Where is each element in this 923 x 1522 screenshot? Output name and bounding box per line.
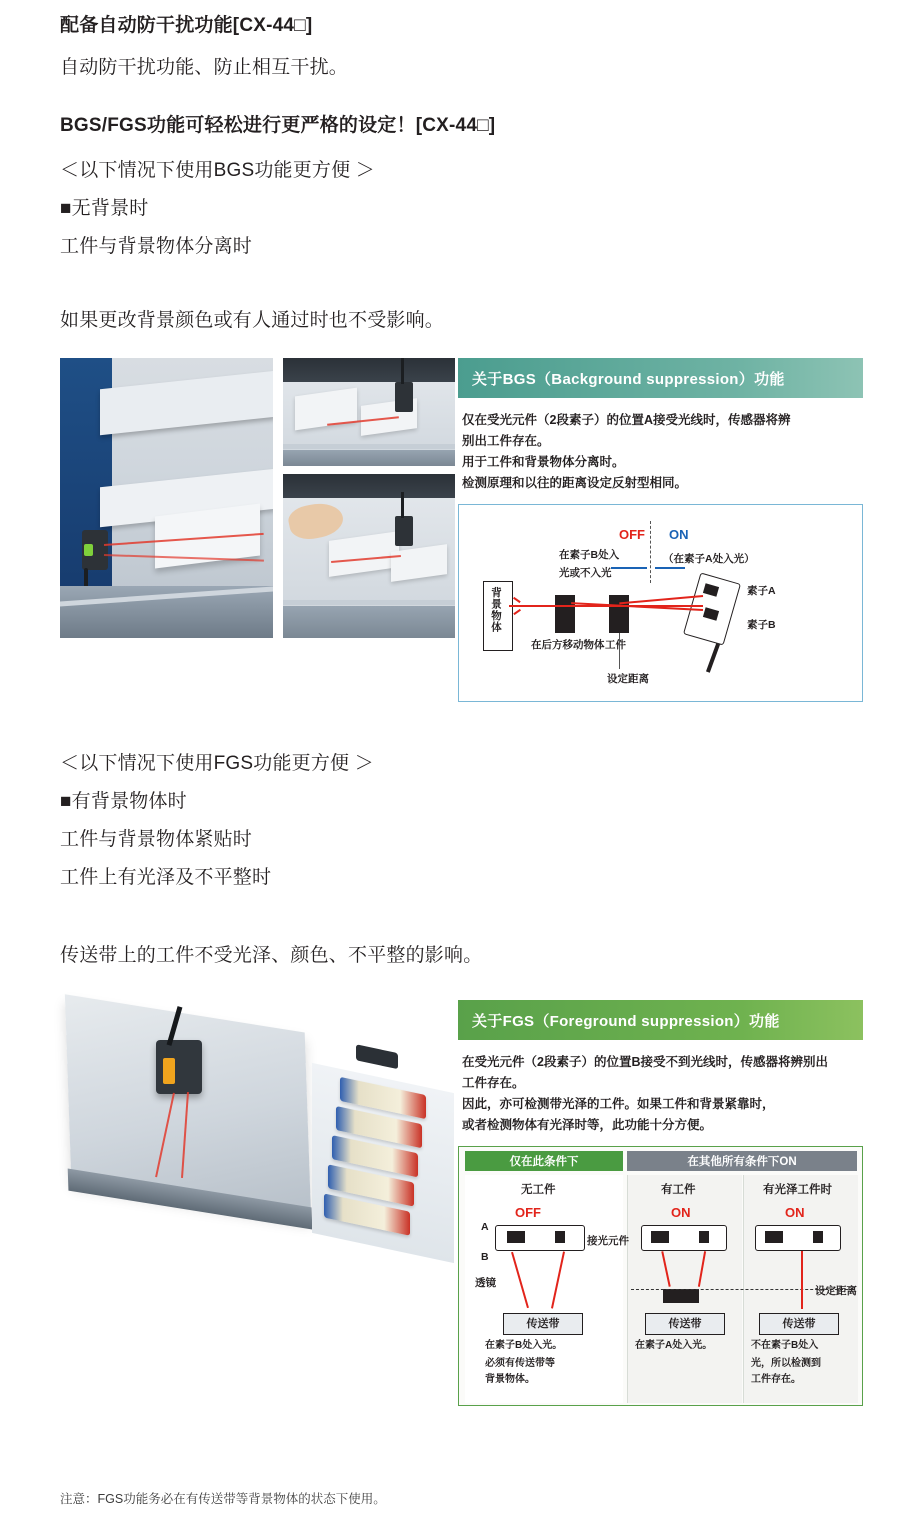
fgs-head-right: 在其他所有条件下ON [627, 1151, 857, 1171]
bgs-set-distance-label: 设定距离 [607, 673, 649, 685]
bgs-panel-title: 关于BGS（Background suppression）功能 [458, 358, 863, 398]
photo-sensor-lens [84, 544, 93, 556]
fgs-col1-note-1: 在素子B处入光。 [485, 1340, 563, 1351]
bgs-moving-object-label: 在后方移动物体 [531, 639, 605, 651]
fgs-col2-note-1: 在素子A处入光。 [635, 1340, 713, 1351]
bgs-moving-object-block [555, 595, 575, 633]
fgs-panel-line-1: 在受光元件（2段素子）的位置B接受不到光线时，传感器将辨别出 [462, 1055, 828, 1069]
fgs-head-left: 仅在此条件下 [465, 1151, 623, 1171]
fgs-col1-note-2: 必须有传送带等 [485, 1358, 555, 1369]
fgs-col1-note-3: 背景物体。 [485, 1374, 535, 1385]
fgs-set-distance-label: 设定距离 [815, 1285, 857, 1297]
bgs-photo-top [283, 358, 455, 466]
fgs-col2-emitter [699, 1231, 709, 1243]
bgs-on-desc: （在素子A处入光） [663, 553, 755, 565]
fgs-col2-state: ON [671, 1205, 691, 1220]
photo-bottom-floor [283, 606, 455, 638]
intro-body: 自动防干扰功能、防止相互干扰。 [60, 57, 349, 78]
bgs-case-line1: ■无背景时 [60, 198, 149, 219]
bgs-panel-line-1: 仅在受光元件（2段素子）的位置A接受光线时，传感器将辨 [462, 413, 791, 427]
fgs-photo [60, 992, 455, 1282]
fgs-label-b: B [481, 1251, 489, 1263]
fgs-col2-element [651, 1231, 669, 1243]
bgs-info-panel [458, 358, 863, 702]
fgs-case-line2: 工件与背景物体紧贴时 [60, 829, 253, 850]
bgs-off-label: OFF [619, 527, 645, 542]
bgs-arrow-left [611, 567, 647, 569]
bgs-photo-main [60, 358, 273, 638]
fgs-col3-emitter [813, 1231, 823, 1243]
photo-bottom-rail [283, 600, 455, 605]
bgs-panel-body [458, 398, 863, 494]
fgs-principle-diagram [458, 1146, 863, 1406]
fgs-info-panel [458, 1000, 863, 1406]
bgs-set-distance-tick [619, 633, 620, 669]
fgs-col3-sub: 有光泽工件时 [763, 1184, 832, 1196]
fgs-case-line3: 工件上有光泽及不平整时 [60, 867, 272, 888]
fgs-case-title: ＜以下情况下使用FGS功能更方便 ＞ [60, 753, 374, 774]
fgs-col3-note-1: 不在素子B处入 [751, 1340, 819, 1351]
bgs-background-label: 背景物体 [490, 587, 502, 633]
fgs-label-lens: 透镜 [475, 1277, 496, 1289]
fgs-col3-note-3: 工件存在。 [751, 1374, 801, 1385]
fgs-photo-tile-strip [312, 1035, 454, 1263]
bgs-beam-return-a [619, 595, 703, 604]
photo-top-rail [283, 444, 455, 449]
bgs-arrow-right [655, 567, 685, 569]
fgs-photo-strip-head [356, 1044, 398, 1069]
bgs-off-desc-1: 在素子B处入 [559, 549, 620, 561]
bgs-on-label: ON [669, 527, 689, 542]
fgs-label-receiver: 接光元件 [587, 1235, 629, 1247]
footnote: 注意：FGS功能务必在有传送带等背景物体的状态下使用。 [60, 1492, 386, 1506]
fgs-panel-body [458, 1040, 863, 1136]
fgs-panel-line-4: 或者检测物体有光泽时等，此功能十分方便。 [462, 1118, 713, 1132]
fgs-col3-element [765, 1231, 783, 1243]
bgs-divider [650, 521, 651, 583]
fgs-photo-sensor-face [163, 1058, 175, 1084]
photo-top-cable [401, 358, 404, 384]
intro-heading: 配备自动防干扰功能[CX-44□] [60, 15, 313, 36]
fgs-case-line4: 传送带上的工件不受光泽、颜色、不平整的影响。 [60, 945, 483, 966]
photo-bottom-block-1 [329, 531, 399, 577]
fgs-case-line1: ■有背景物体时 [60, 791, 187, 812]
bgs-panel-line-3: 用于工件和背景物体分离时。 [462, 455, 625, 469]
fgs-col1-state: OFF [515, 1205, 541, 1220]
photo-bottom-block-2 [391, 544, 447, 582]
bgs-sensor-cable [706, 643, 720, 673]
bgs-workpiece-label: 工件 [605, 639, 626, 651]
fgs-label-a: A [481, 1221, 489, 1233]
bgs-photo-group [60, 358, 455, 638]
bgs-element-b-label: 素子B [747, 619, 776, 631]
fgs-col2-workpiece [663, 1289, 699, 1303]
photo-hand [286, 499, 346, 543]
fgs-col2-belt: 传送带 [645, 1313, 725, 1335]
bgs-element-a-label: 素子A [747, 585, 776, 597]
fgs-col2-sub: 有工件 [661, 1184, 696, 1196]
bgs-principle-diagram [458, 504, 863, 702]
bgs-panel-line-4: 检测原理和以往的距离设定反射型相同。 [462, 476, 688, 490]
fgs-col3-note-2: 光，所以检测到 [751, 1358, 821, 1369]
photo-bottom-sensor [395, 516, 413, 546]
bgs-beam-arrow-tail [513, 609, 520, 615]
fgs-panel-line-3: 因此，亦可检测带光泽的工件。如果工件和背景紧靠时， [462, 1097, 775, 1111]
fgs-col1-sub: 无工件 [521, 1184, 556, 1196]
photo-top-dark-strip [283, 358, 455, 382]
fgs-col3-beam [801, 1251, 803, 1309]
bgs-panel-line-2: 别出工件存在。 [462, 434, 550, 448]
bgs-fgs-heading: BGS/FGS功能可轻松进行更严格的设定！[CX-44□] [60, 115, 496, 136]
fgs-col1-emitter [555, 1231, 565, 1243]
fgs-panel-line-2: 工件存在。 [462, 1076, 525, 1090]
bgs-case-line2: 工件与背景物体分离时 [60, 236, 253, 257]
fgs-panel-title: 关于FGS（Foreground suppression）功能 [458, 1000, 863, 1040]
bgs-photo-bottom [283, 474, 455, 638]
fgs-col1-belt: 传送带 [503, 1313, 583, 1335]
photo-top-floor [283, 450, 455, 466]
photo-top-block-1 [295, 388, 357, 431]
photo-top-sensor [395, 382, 413, 412]
photo-shelf-upper [100, 371, 273, 435]
fgs-col3-belt: 传送带 [759, 1313, 839, 1335]
fgs-col3-state: ON [785, 1205, 805, 1220]
bgs-case-line3: 如果更改背景颜色或有人通过时也不受影响。 [60, 310, 445, 331]
bgs-case-title: ＜以下情况下使用BGS功能更方便 ＞ [60, 160, 376, 181]
bgs-beam-arrow-head [513, 597, 520, 603]
photo-bottom-dark-strip [283, 474, 455, 498]
photo-bottom-cable [401, 492, 404, 518]
fgs-col1-element [507, 1231, 525, 1243]
bgs-off-desc-2: 光或不入光 [559, 567, 612, 579]
